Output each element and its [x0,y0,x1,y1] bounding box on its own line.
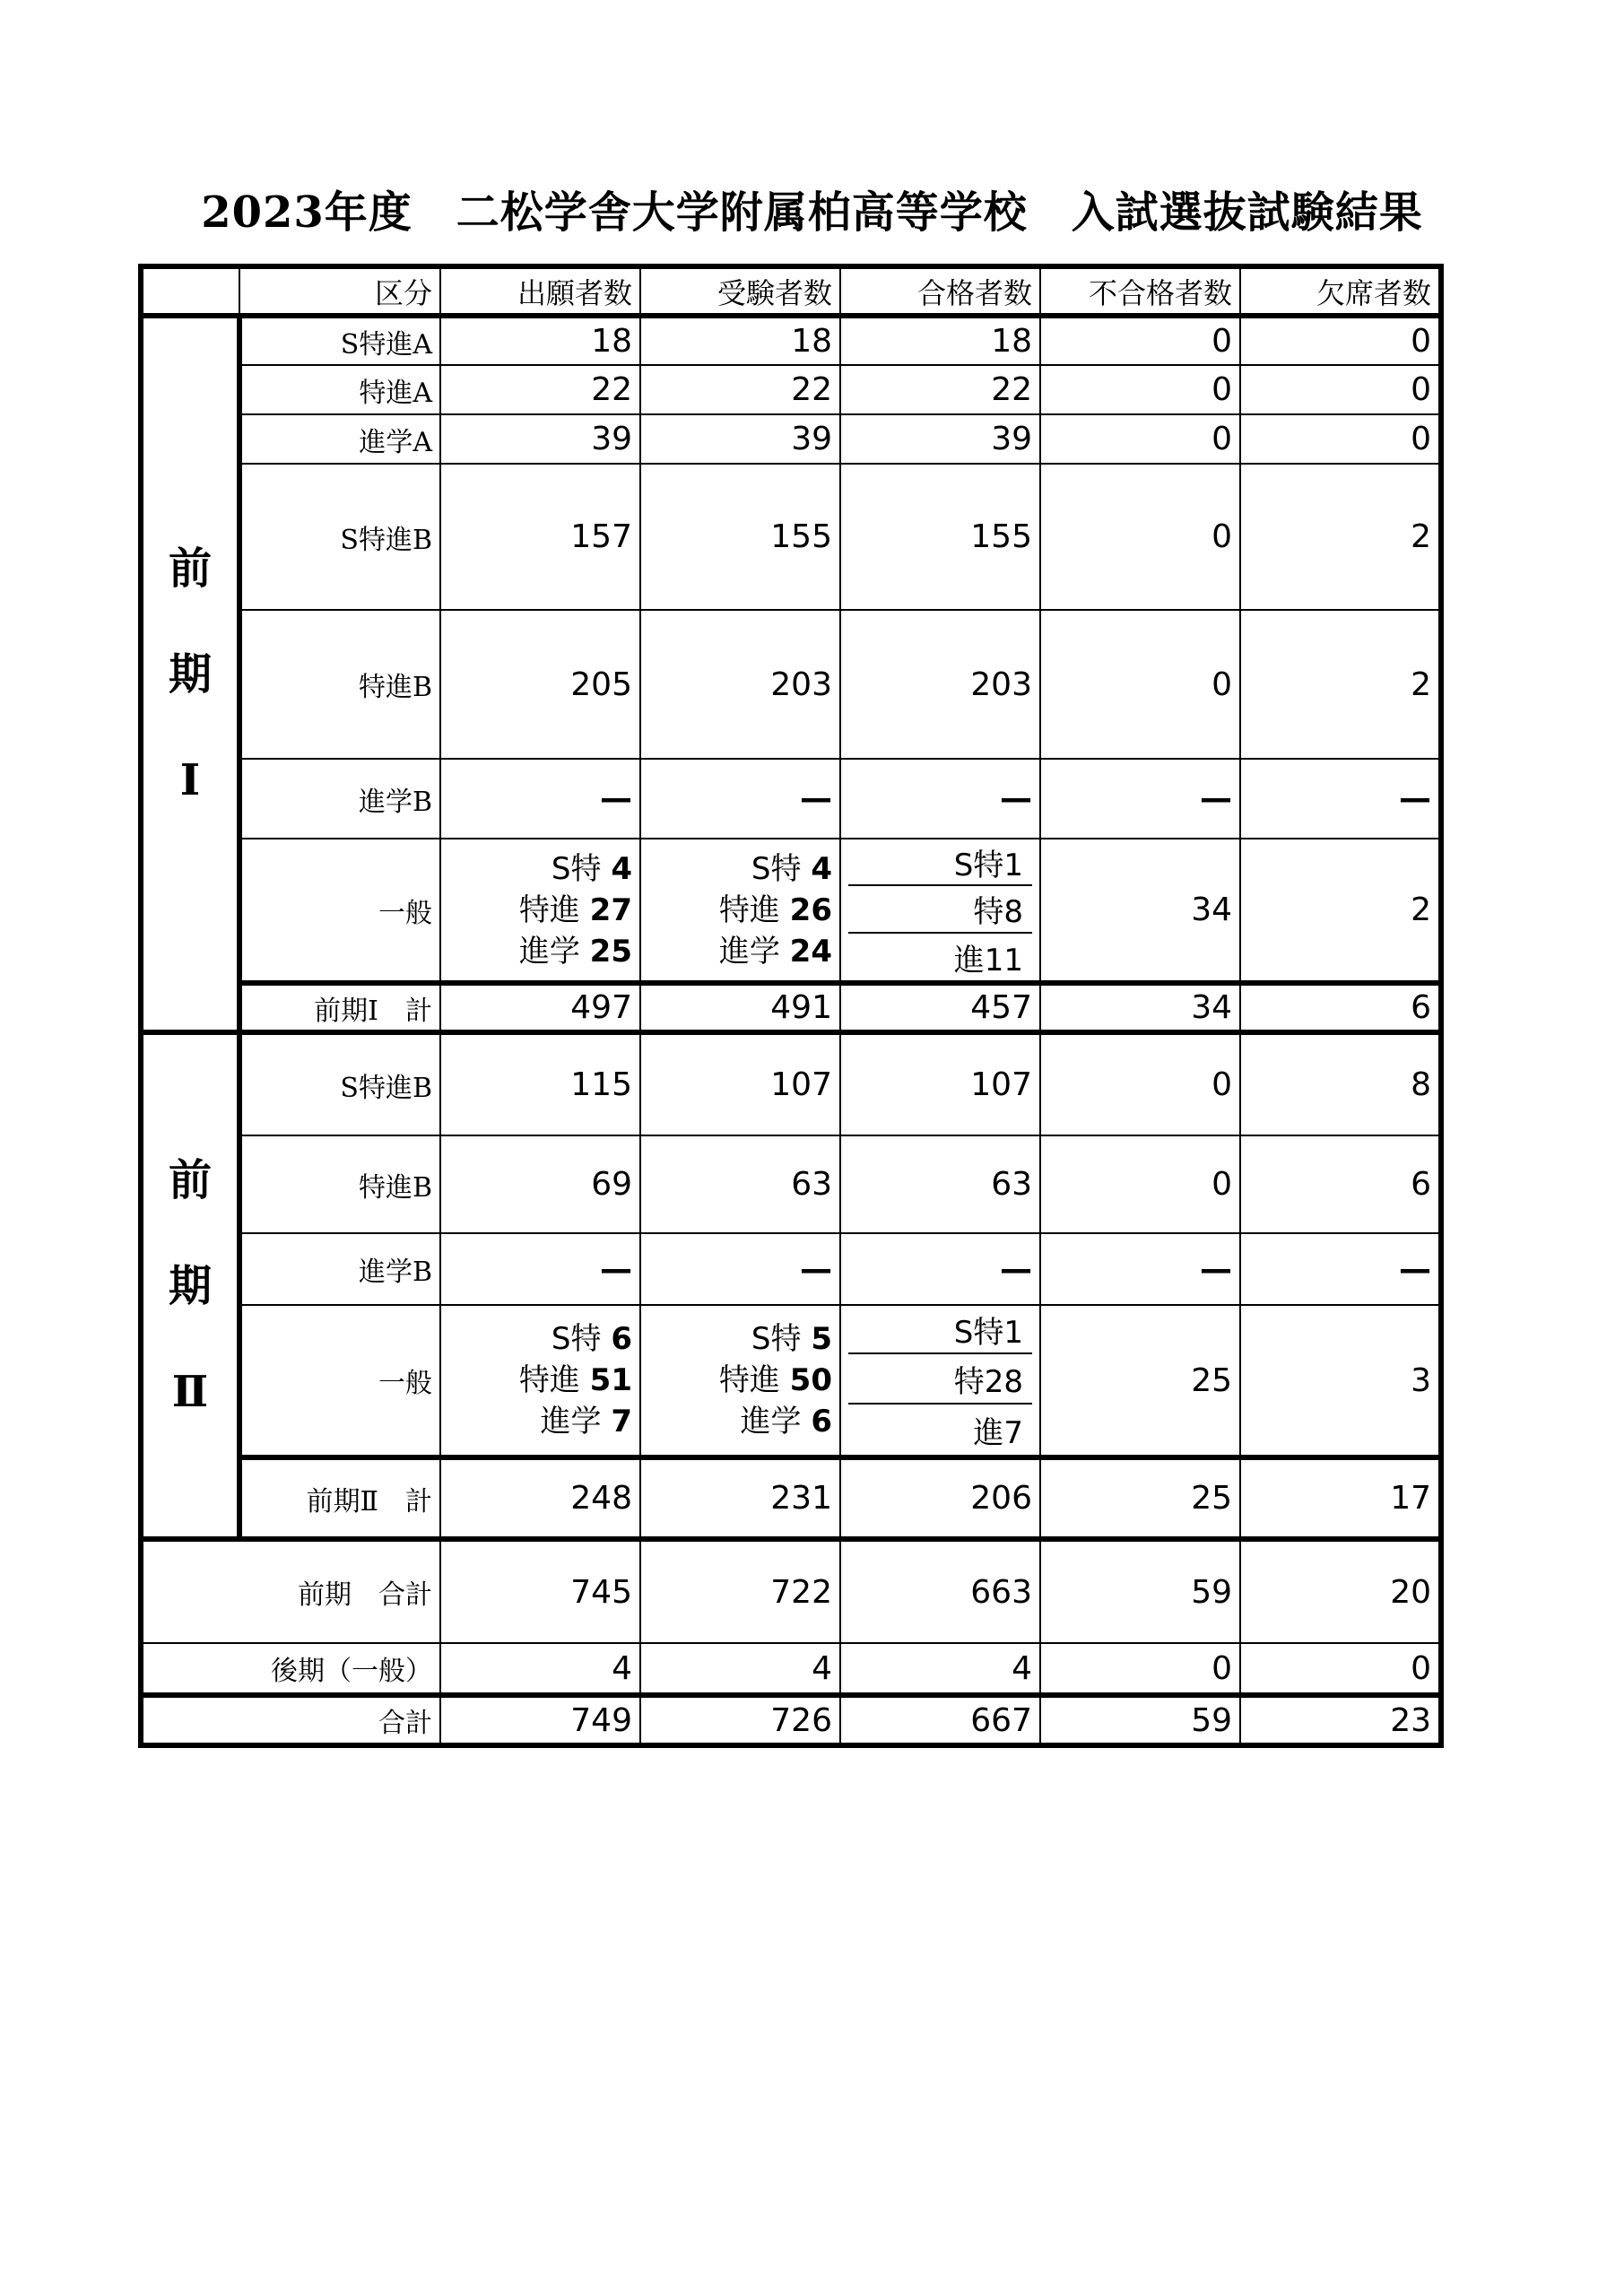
cell-passed: 203 [840,610,1040,759]
header-failed: 不合格者数 [1040,266,1240,316]
row-label: 一般 [239,839,440,983]
row-label: 特進B [239,610,440,759]
table-row [141,414,1441,464]
row-label: S特進B [239,464,440,610]
cell-passed: 457 [840,983,1040,1032]
cell-failed: 0 [1040,1643,1240,1695]
cell-examinees: 155 [640,464,840,610]
cell-absent: — [1240,759,1441,839]
table-row [141,316,1441,365]
cell-absent: 20 [1240,1539,1441,1643]
header-corner-cell [141,266,239,316]
cell-failed: 0 [1040,365,1240,414]
cell-absent: 17 [1240,1457,1441,1539]
row-label: 特進B [239,1135,440,1233]
cell-examinees: 491 [640,983,840,1032]
cell-examinees: 231 [640,1457,840,1539]
cell-failed: — [1040,759,1240,839]
cell-applicants: 205 [440,610,640,759]
cell-applicants: 745 [440,1539,640,1643]
cell-examinees-breakdown: S特 4 特進 26 進学 24 [640,839,840,983]
cell-applicants: 4 [440,1643,640,1695]
cell-failed: — [1040,1233,1240,1305]
cell-passed: 155 [840,464,1040,610]
cell-failed: 34 [1040,839,1240,983]
row-label: S特進A [239,316,440,365]
cell-passed: 206 [840,1457,1040,1539]
cell-failed: 59 [1040,1539,1240,1643]
cell-examinees: 722 [640,1539,840,1643]
row-label: 一般 [239,1305,440,1457]
cell-absent: 2 [1240,464,1441,610]
cell-examinees: 203 [640,610,840,759]
header-absent: 欠席者数 [1240,266,1441,316]
cell-passed: 4 [840,1643,1040,1695]
header-applicants: 出願者数 [440,266,640,316]
table-row-ippan [141,1305,1441,1457]
cell-examinees-breakdown: S特 5 特進 50 進学 6 [640,1305,840,1457]
cell-passed: 22 [840,365,1040,414]
cell-applicants: 248 [440,1457,640,1539]
zenki-total-label: 前期 合計 [141,1539,440,1643]
cell-passed: 107 [840,1032,1040,1135]
cell-absent: 0 [1240,365,1441,414]
cell-examinees: — [640,759,840,839]
cell-absent: 2 [1240,839,1441,983]
grand-total-label: 合計 [141,1695,440,1745]
cell-failed: 0 [1040,1032,1240,1135]
cell-failed: 0 [1040,1135,1240,1233]
cell-failed: 34 [1040,983,1240,1032]
subtotal-label: 前期Ⅰ 計 [239,983,440,1032]
page-title: 2023年度 二松学舎大学附属柏高等学校 入試選抜試験結果 [201,187,1423,238]
subtotal-row [141,1457,1441,1539]
subtotal-row [141,983,1441,1032]
cell-failed: 0 [1040,316,1240,365]
header-examinees: 受験者数 [640,266,840,316]
results-table [138,264,1444,1748]
header-passed: 合格者数 [840,266,1040,316]
cell-examinees: 107 [640,1032,840,1135]
cell-applicants: 115 [440,1032,640,1135]
cell-examinees: 39 [640,414,840,464]
grand-total-row [141,1695,1441,1745]
cell-absent: 0 [1240,316,1441,365]
table-row [141,1032,1441,1135]
cell-applicants: 497 [440,983,640,1032]
cell-examinees: — [640,1233,840,1305]
cell-applicants: 749 [440,1695,640,1745]
cell-failed: 59 [1040,1695,1240,1745]
cell-applicants: — [440,1233,640,1305]
table-row [141,759,1441,839]
table-row [141,1233,1441,1305]
cell-failed: 0 [1040,464,1240,610]
cell-failed: 0 [1040,414,1240,464]
kouki-row [141,1643,1441,1695]
cell-absent: 6 [1240,983,1441,1032]
cell-examinees: 63 [640,1135,840,1233]
cell-absent: — [1240,1233,1441,1305]
cell-passed: 663 [840,1539,1040,1643]
row-label: 特進A [239,365,440,414]
cell-passed-breakdown: S特1 特28 進7 [840,1305,1040,1457]
cell-absent: 0 [1240,414,1441,464]
group-label-zenki2: 前 期 Ⅱ [141,1032,239,1539]
cell-absent: 8 [1240,1032,1441,1135]
zenki-total-row [141,1539,1441,1643]
cell-applicants: 18 [440,316,640,365]
row-label: 進学B [239,1233,440,1305]
cell-passed: 667 [840,1695,1040,1745]
kouki-label: 後期（一般） [141,1643,440,1695]
row-label: 進学B [239,759,440,839]
cell-applicants-breakdown: S特 4 特進 27 進学 25 [440,839,640,983]
cell-failed: 0 [1040,610,1240,759]
cell-applicants: 22 [440,365,640,414]
cell-passed-breakdown: S特1 特8 進11 [840,839,1040,983]
header-row [141,266,1441,316]
row-label: 進学A [239,414,440,464]
cell-examinees: 726 [640,1695,840,1745]
cell-failed: 25 [1040,1305,1240,1457]
cell-applicants: 157 [440,464,640,610]
cell-absent: 6 [1240,1135,1441,1233]
cell-passed: — [840,1233,1040,1305]
cell-applicants: 69 [440,1135,640,1233]
cell-examinees: 4 [640,1643,840,1695]
cell-applicants: — [440,759,640,839]
cell-examinees: 18 [640,316,840,365]
group-label-zenki1: 前 期 Ⅰ [141,316,239,1032]
cell-passed: 63 [840,1135,1040,1233]
row-label: S特進B [239,1032,440,1135]
table-row-ippan [141,839,1441,983]
cell-applicants: 39 [440,414,640,464]
cell-applicants-breakdown: S特 6 特進 51 進学 7 [440,1305,640,1457]
cell-passed: — [840,759,1040,839]
cell-absent: 3 [1240,1305,1441,1457]
table-row [141,365,1441,414]
cell-failed: 25 [1040,1457,1240,1539]
cell-absent: 2 [1240,610,1441,759]
table-row [141,464,1441,610]
cell-passed: 39 [840,414,1040,464]
table-row [141,1135,1441,1233]
cell-absent: 0 [1240,1643,1441,1695]
cell-passed: 18 [840,316,1040,365]
header-category: 区分 [239,266,440,316]
cell-examinees: 22 [640,365,840,414]
cell-absent: 23 [1240,1695,1441,1745]
table-row [141,610,1441,759]
subtotal-label: 前期Ⅱ 計 [239,1457,440,1539]
